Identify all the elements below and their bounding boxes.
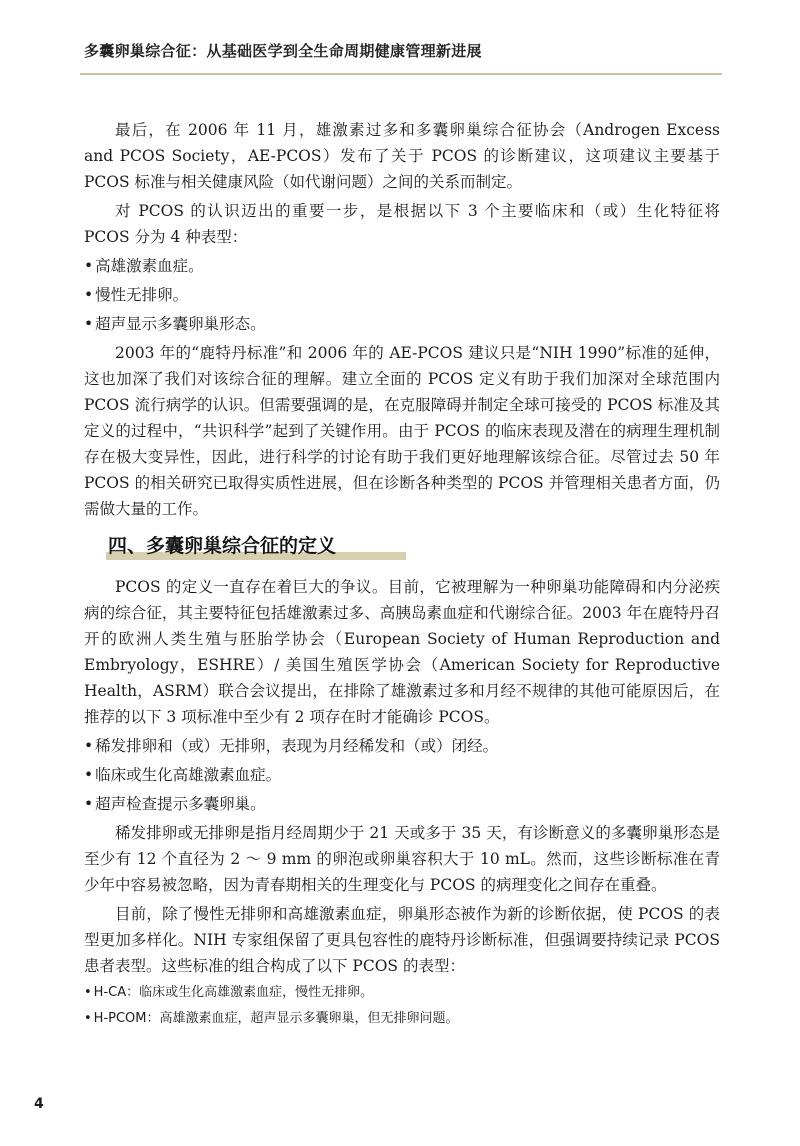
bullet-item: • 稀发排卵和（或）无排卵，表现为月经稀发和（或）闭经。 (84, 733, 720, 759)
bullet-item-small: • H-CA：临床或生化高雄激素血症，慢性无排卵。 (84, 982, 720, 1004)
header-rule (80, 73, 722, 75)
page-body (84, 117, 720, 1034)
bullet-item: • 超声显示多囊卵巢形态。 (84, 311, 720, 337)
section-heading: 四、多囊卵巢综合征的定义 (108, 535, 337, 557)
running-head: 多囊卵巢综合征：从基础医学到全生命周期健康管理新进展 (84, 42, 482, 60)
bullet-item: • 慢性无排卵。 (84, 282, 720, 308)
paragraph-current: 目前，除了慢性无排卵和高雄激素血症，卵巢形态被作为新的诊断依据，使 PCOS 的表型更加多样化。NIH 专家组保留了更具包容性的鹿特丹诊断标准，但强调要持续记录 PCOS 患者表型。这些标准的组合构成了以下 PCOS 的表型： (84, 905, 720, 975)
paragraph-definition: PCOS 的定义一直存在着巨大的争议。目前，它被理解为一种卵巢功能障碍和内分泌疾病的综合征，其主要特征包括雄激素过多、高胰岛素血症和代谢综合征。2003 年在鹿特丹召开的欧洲人类生殖与胚胎学协会（European Society of Human Reproduction and Embryology，ESHRE）/ 美国生殖医学协会（American Society for Reproductive Health，ASRM）联合会议提出，在排除了雄激素过多和月经不规律的其他可能原因后，在推荐的以下 3 项标准中至少有 2 项存在时才能确诊 PCOS。 (84, 578, 720, 726)
page-number: 4 (34, 1096, 44, 1112)
bullet-item-small: • H-PCOM：高雄激素血症，超声显示多囊卵巢，但无排卵问题。 (84, 1008, 720, 1030)
bullet-item: • 超声检查提示多囊卵巢。 (84, 791, 720, 817)
bullet-item: • 临床或生化高雄激素血症。 (84, 762, 720, 788)
bullet-item: • 高雄激素血症。 (84, 253, 720, 279)
paragraph-ovulation: 稀发排卵或无排卵是指月经周期少于 21 天或多于 35 天，有诊断意义的多囊卵巢形态是至少有 12 个直径为 2 ～ 9 mm 的卵泡或卵巢容积大于 10 mL。然而，这些诊断标准在青少年中容易被忽略，因为青春期相关的生理变化与 PCOS 的病理变化之间存在重叠。 (84, 824, 720, 894)
paragraph-phenotypes-intro: 对 PCOS 的认识迈出的重要一步，是根据以下 3 个主要临床和（或）生化特征将 PCOS 分为 4 种表型： (84, 202, 720, 246)
paragraph-history: 2003 年的“鹿特丹标准”和 2006 年的 AE-PCOS 建议只是“NIH 1990”标准的延伸，这也加深了我们对该综合征的理解。建立全面的 PCOS 定义有助于我们加深对全球范围内 PCOS 流行病学的认识。但需要强调的是，在克服障碍并制定全球可接受的 PCOS 标准及其定义的过程中，“共识科学”起到了关键作用。由于 PCOS 的临床表现及潜在的病理生理机制存在极大变异性，因此，进行科学的讨论有助于我们更好地理解该综合征。尽管过去 50 年 PCOS 的相关研究已取得实质性进展，但在诊断各种类型的 PCOS 并管理相关患者方面，仍需做大量的工作。 (84, 344, 720, 518)
paragraph-ae-pcos: 最后，在 2006 年 11 月，雄激素过多和多囊卵巢综合征协会（Androgen Excess and PCOS Society，AE-PCOS）发布了关于 PCOS 的诊断建议，这项建议主要基于 PCOS 标准与相关健康风险（如代谢问题）之间的关系而制定。 (84, 121, 720, 191)
